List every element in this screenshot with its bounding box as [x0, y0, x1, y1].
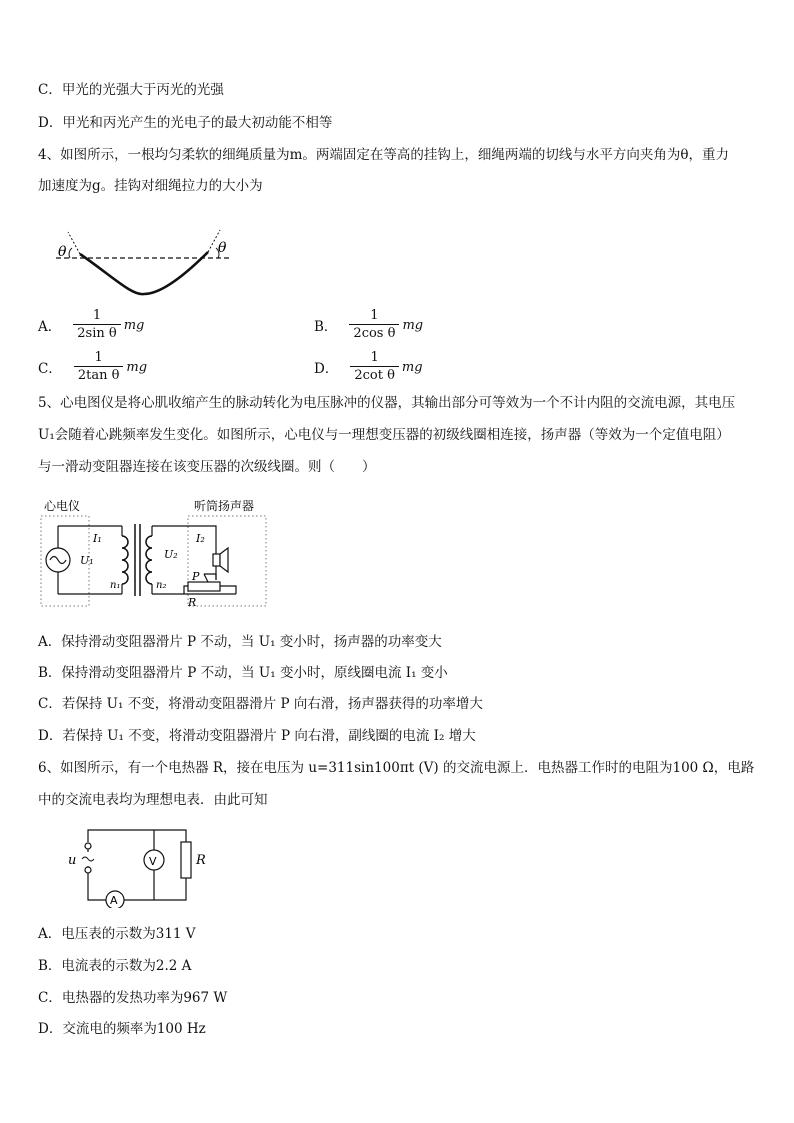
- q5-option-c: C．若保持 U₁ 不变，将滑动变阻器滑片 P 向右滑，扬声器获得的功率增大: [38, 696, 483, 712]
- speaker-title: 听筒扬声器: [194, 499, 255, 513]
- i1-label: I₁: [93, 532, 102, 545]
- voltmeter-label: V: [149, 855, 157, 868]
- q4-rope-figure: [52, 218, 237, 298]
- p-label: P: [192, 570, 200, 583]
- ammeter-label: A: [110, 894, 118, 907]
- q5-option-d: D．若保持 U₁ 不变，将滑动变阻器滑片 P 向右滑，副线圈的电流 I₂ 增大: [38, 728, 476, 744]
- q5-option-a: A．保持滑动变阻器滑片 P 不动，当 U₁ 变小时，扬声器的功率变大: [38, 634, 442, 650]
- q6-option-c: C．电热器的发热功率为967 W: [38, 990, 228, 1006]
- q6-stem-line2: 中的交流电表均为理想电表．由此可知: [38, 792, 268, 808]
- q4-stem-line1: 4、如图所示，一根均匀柔软的细绳质量为m。两端固定在等高的挂钩上，细绳两端的切线与水平方向夹角为θ，重力: [38, 147, 730, 163]
- i2-label: I₂: [196, 532, 205, 545]
- q5-option-b: B．保持滑动变阻器滑片 P 不动，当 U₁ 变小时，原线圈电流 I₁ 变小: [38, 665, 448, 681]
- r-label: R: [188, 596, 197, 609]
- u2-label: U₂: [164, 548, 178, 561]
- q4-option-c: C． $\frac{1}{\text{2tan θ}}$ mg: [38, 350, 148, 383]
- n2-label: n₂: [156, 580, 167, 591]
- theta-left-label: θ: [58, 244, 67, 260]
- q3-option-c: C．甲光的光强大于丙光的光强: [38, 82, 224, 98]
- q5-stem-line2: U₁会随着心跳频率发生变化。如图所示，心电仪与一理想变压器的初级线圈相连接，扬声器（等效为一个定值电阻）: [38, 427, 730, 443]
- ecg-title: 心电仪: [44, 499, 81, 513]
- q6-option-b: B．电流表的示数为2.2 A: [38, 958, 192, 974]
- q6-circuit-figure: [62, 822, 222, 908]
- q5-stem-line3: 与一滑动变阻器连接在该变压器的次级线圈。则（ ）: [38, 459, 376, 475]
- q6-stem-line1: 6、如图所示，有一个电热器 R，接在电压为 u=311sin100πt (V) 的交流电源上．电热器工作时的电阻为100 Ω，电路: [38, 760, 755, 776]
- theta-right-label: θ: [218, 240, 227, 256]
- n1-label: n₁: [110, 580, 121, 591]
- u-label: u: [68, 853, 77, 868]
- q4-option-d: D． $\frac{1}{\text{2cot θ}}$ mg: [314, 350, 423, 383]
- q4-stem-line2: 加速度为g。挂钩对细绳拉力的大小为: [38, 178, 263, 194]
- q4-option-a: A． $\frac{1}{\text{2sin θ}}$ mg: [38, 308, 145, 341]
- q6-option-d: D．交流电的频率为100 Hz: [38, 1021, 206, 1037]
- u1-label: U₁: [80, 554, 94, 567]
- q4-option-b: B． $\frac{1}{\text{2cos θ}}$ mg: [314, 308, 424, 341]
- q3-option-d: D．甲光和丙光产生的光电子的最大初动能不相等: [38, 115, 333, 131]
- q6-option-a: A．电压表的示数为311 V: [38, 926, 196, 942]
- q5-transformer-figure: [38, 496, 270, 612]
- q5-stem-line1: 5、心电图仪是将心肌收缩产生的脉动转化为电压脉冲的仪器，其输出部分可等效为一个不计内阻的交流电源，其电压: [38, 395, 736, 411]
- resistor-label: R: [196, 853, 206, 868]
